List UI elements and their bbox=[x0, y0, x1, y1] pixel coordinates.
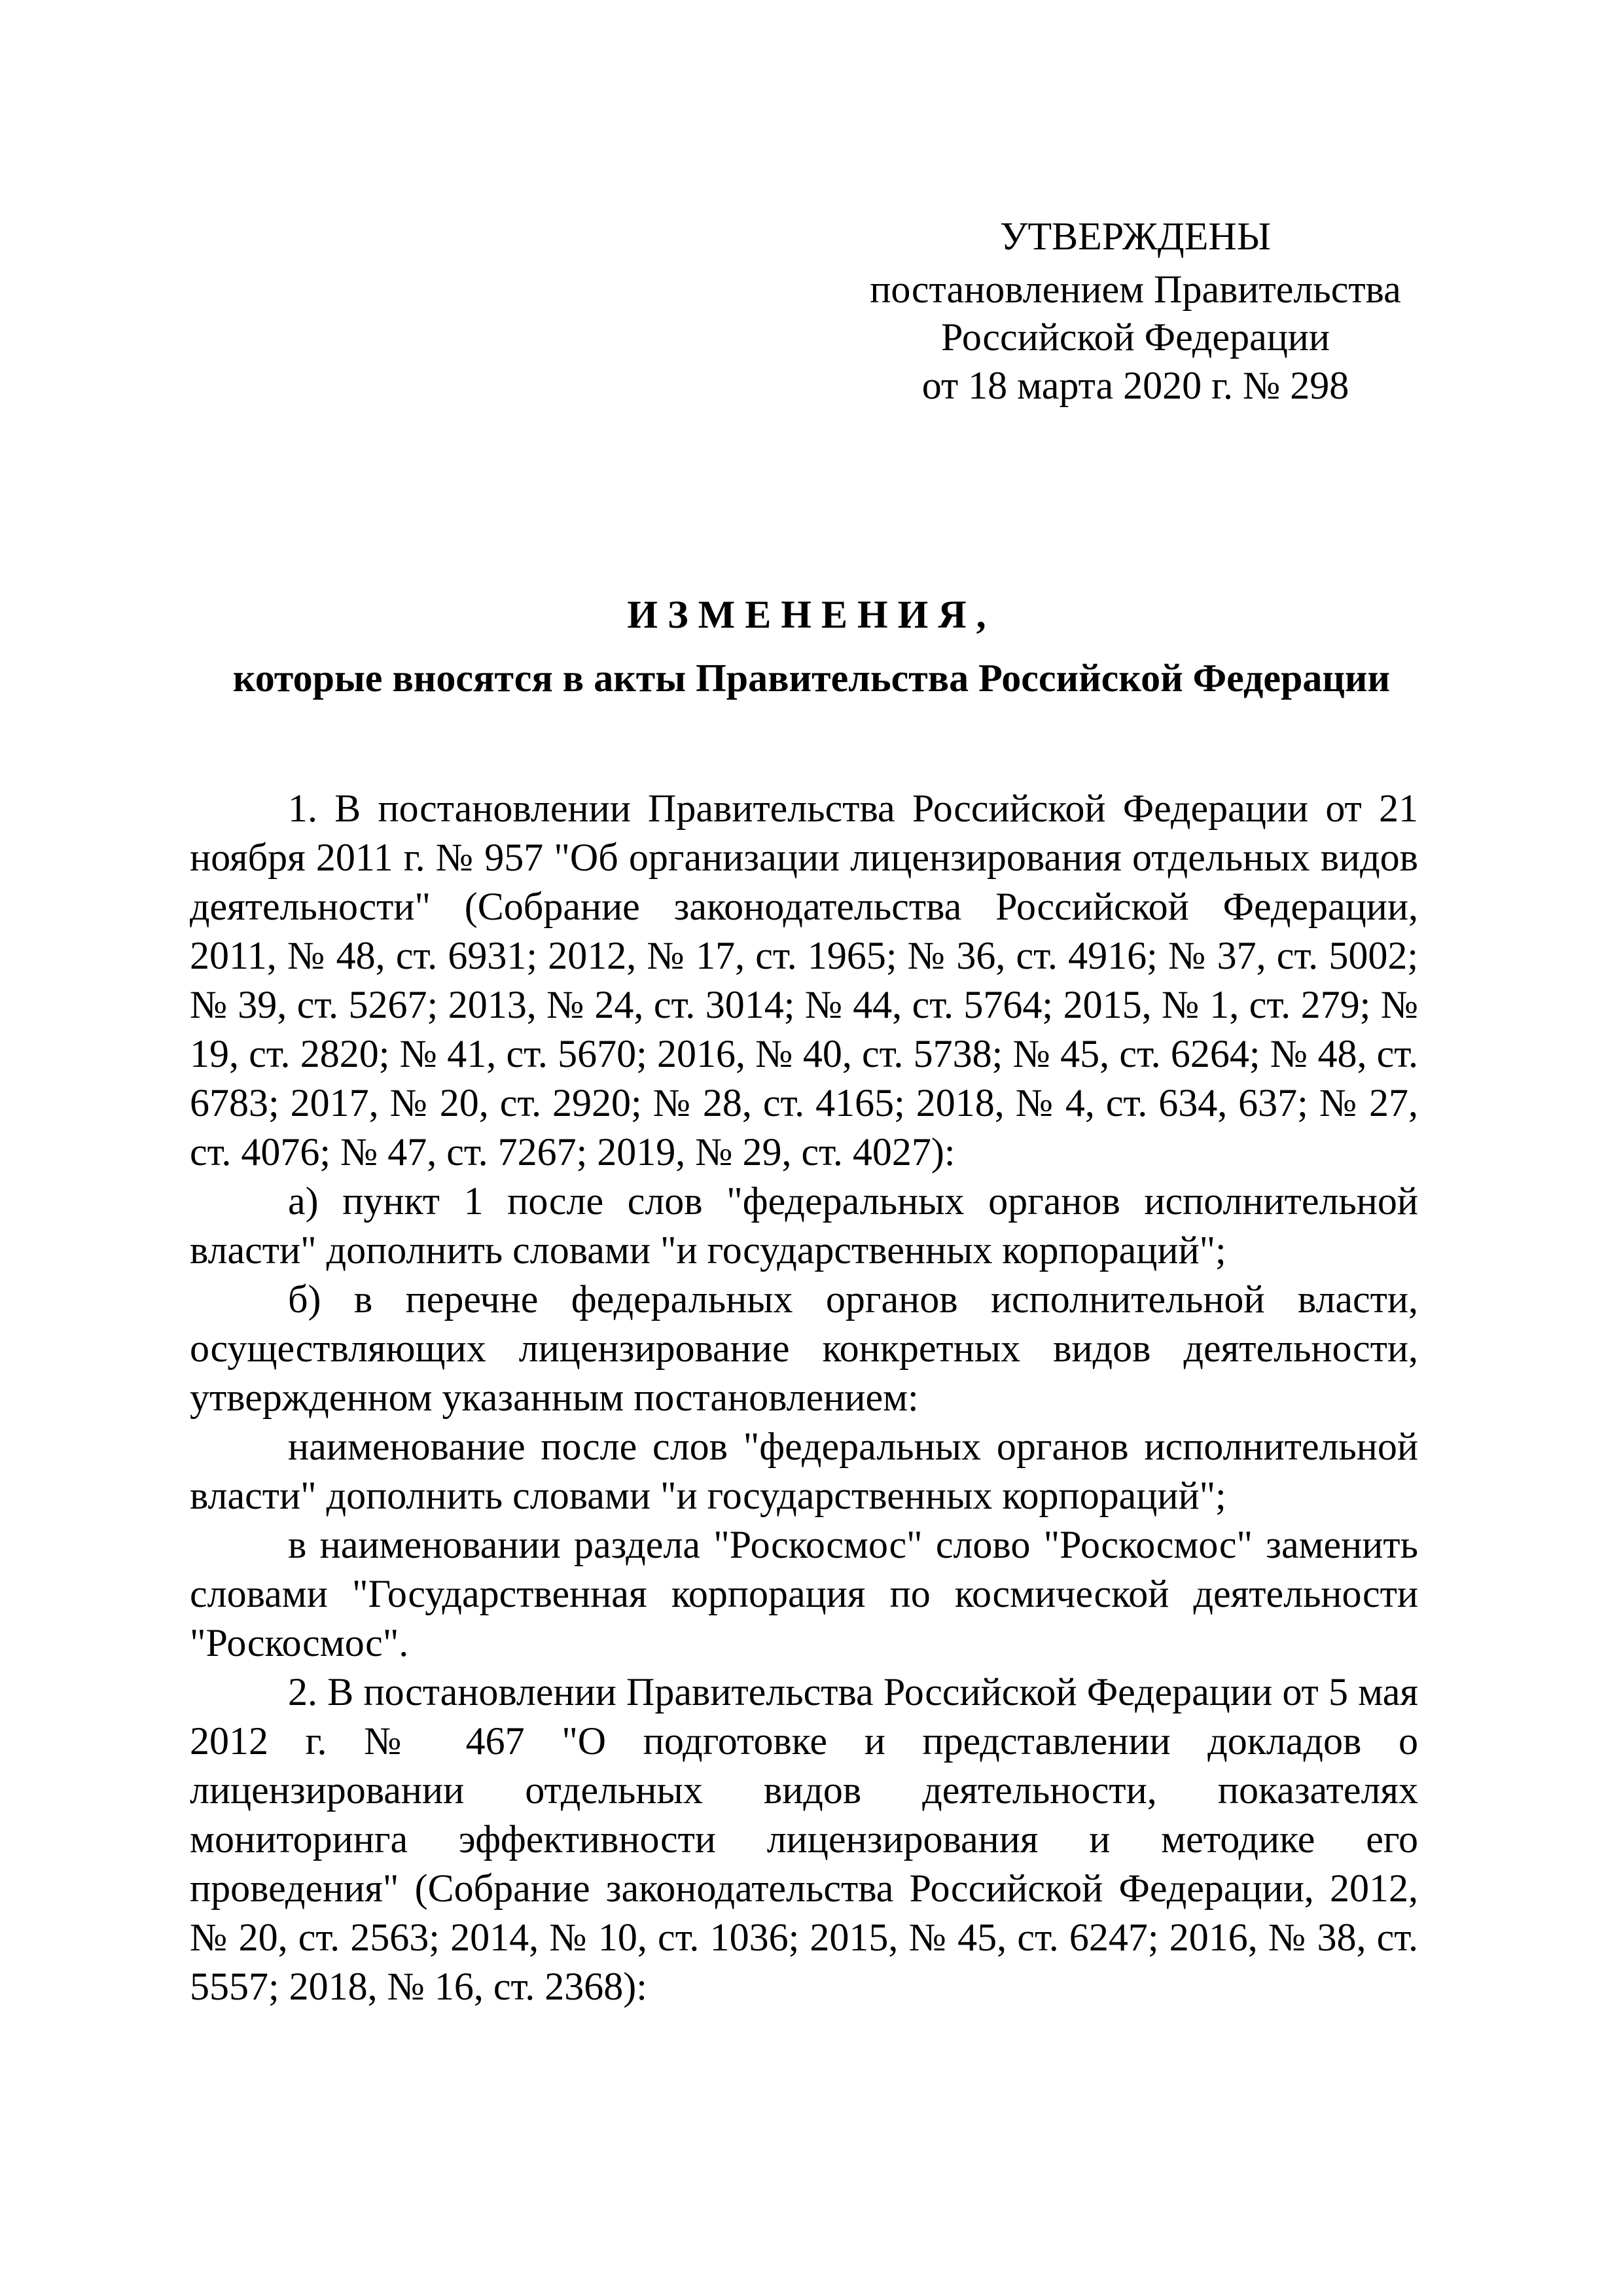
paragraph-1b-section: в наименовании раздела "Роскосмос" слово "Роскосмос" заменить словами "Государственная корпорация по космической деятельности "Роскосмос". bbox=[190, 1523, 1418, 1664]
document-body bbox=[190, 784, 1418, 2011]
paragraph-2: 2. В постановлении Правительства Российской Федерации от 5 мая 2012 г. № 467 "О подготовке и представлении докладов о лицензировании отдельных видов деятельности, показателях мониторинга эффективности лицензирования и методике его проведения" (Собрание законодательства Российской Федерации, 2012, № 20, ст. 2563; 2014, № 10, ст. 1036; 2015, № 45, ст. 6247; 2016, № 38, ст. 5557; 2018, № 16, ст. 2368): bbox=[190, 1670, 1418, 2008]
paragraph-1: 1. В постановлении Правительства Российской Федерации от 21 ноября 2011 г. № 957 "Об организации лицензирования отдельных видов деятельности" (Собрание законодательства Российской Федерации, 2011, № 48, ст. 6931; 2012, № 17, ст. 1965; № 36, ст. 4916; № 37, ст. 5002; № 39, ст. 5267; 2013, № 24, ст. 3014; № 44, ст. 5764; 2015, № 1, ст. 279; № 19, ст. 2820; № 41, ст. 5670; 2016, № 40, ст. 5738; № 45, ст. 6264; № 48, ст. 6783; 2017, № 20, ст. 2920; № 28, ст. 4165; 2018, № 4, ст. 634, 637; № 27, ст. 4076; № 47, ст. 7267; 2019, № 29, ст. 4027): bbox=[190, 787, 1418, 1174]
document-title: ИЗМЕНЕНИЯ, bbox=[627, 593, 996, 636]
approval-line-2: Российской Федерации bbox=[940, 315, 1330, 359]
approval-block bbox=[864, 213, 1407, 410]
approval-line-3: от 18 марта 2020 г. № 298 bbox=[921, 363, 1349, 407]
approval-title: УТВЕРЖДЕНЫ bbox=[999, 215, 1272, 258]
paragraph-1b: б) в перечне федеральных органов исполнительной власти, осуществляющих лицензирование конкретных видов деятельности, утвержденном указанным постановлением: bbox=[190, 1278, 1418, 1419]
approval-line-1: постановлением Правительства bbox=[870, 268, 1401, 312]
document-heading bbox=[0, 592, 1623, 701]
paragraph-1a: а) пункт 1 после слов "федеральных органов исполнительной власти" дополнить словами "и государственных корпораций"; bbox=[190, 1179, 1418, 1272]
paragraph-1b-name: наименование после слов "федеральных органов исполнительной власти" дополнить словами "и государственных корпораций"; bbox=[190, 1425, 1418, 1517]
document-subtitle: которые вносятся в акты Правительства Российской Федерации bbox=[232, 656, 1391, 700]
